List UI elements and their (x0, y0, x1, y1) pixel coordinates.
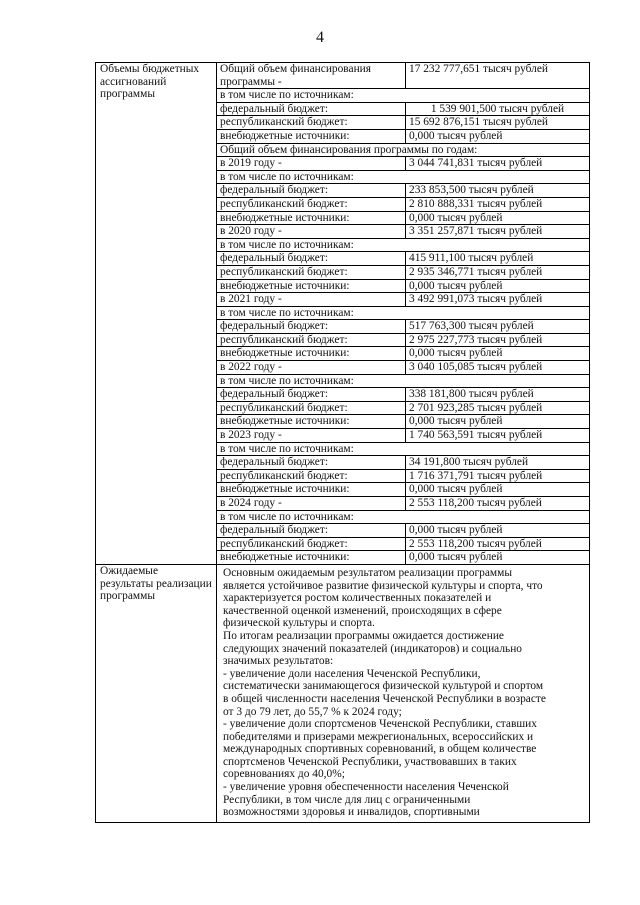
funding-row-value: 1 716 371,791 тысяч рублей (406, 469, 590, 483)
funding-row-key: в 2024 году - (217, 497, 406, 511)
results-line: физической культуры и спорта. (223, 617, 375, 630)
funding-subheader-row (217, 510, 589, 524)
funding-row (217, 197, 589, 211)
funding-row-key: республиканский бюджет: (217, 333, 406, 347)
funding-row-value: 2 975 227,773 тысяч рублей (406, 333, 590, 347)
funding-subheader-row (217, 143, 589, 157)
results-label: Ожидаемые результаты реализации программы (96, 564, 217, 822)
funding-row-value: 2 810 888,331 тысяч рублей (406, 197, 590, 211)
funding-row (217, 63, 589, 89)
funding-row (217, 116, 589, 130)
funding-row-key: в 2022 году - (217, 361, 406, 375)
results-line: соревнованиях до 40,0%; (223, 768, 345, 781)
funding-row (217, 211, 589, 225)
funding-row-value: 1 539 901,500 тысяч рублей (406, 102, 590, 116)
funding-rows-table (217, 63, 589, 564)
funding-row (217, 524, 589, 538)
results-line: победителями и призерами межрегиональных, всероссийских и (223, 730, 534, 743)
funding-row-key: республиканский бюджет: (217, 265, 406, 279)
results-line: - увеличение уровня обеспеченности населения Чеченской (223, 781, 509, 794)
funding-row (217, 293, 589, 307)
results-line: - увеличение доли населения Чеченской Республики, (223, 667, 481, 680)
results-line: возможностями здоровья и инвалидов, спортивными (223, 806, 480, 819)
funding-row (217, 225, 589, 239)
funding-row (217, 401, 589, 415)
funding-row-value: 233 853,500 тысяч рублей (406, 184, 590, 198)
results-line: По итогам реализации программы ожидается достижение (223, 629, 504, 642)
funding-row (217, 252, 589, 266)
page-number: 4 (316, 29, 324, 46)
funding-row-value: 3 044 741,831 тысяч рублей (406, 157, 590, 171)
funding-subheader-row (217, 170, 589, 184)
funding-row-value: 15 692 876,151 тысяч рублей (406, 116, 590, 130)
funding-row (217, 102, 589, 116)
funding-row (217, 129, 589, 143)
funding-subheader-text: Общий объем финансирования программы по годам: (217, 143, 589, 157)
funding-row-key: федеральный бюджет: (217, 524, 406, 538)
funding-row-value: 0,000 тысяч рублей (406, 129, 590, 143)
funding-subheader-row (217, 306, 589, 320)
results-line: характеризуется ростом количественных показателей и (223, 592, 492, 605)
funding-row-key: внебюджетные источники: (217, 129, 406, 143)
funding-row-value: 3 351 257,871 тысяч рублей (406, 225, 590, 239)
funding-row-key: федеральный бюджет: (217, 456, 406, 470)
funding-row-value: 17 232 777,651 тысяч рублей (406, 63, 590, 89)
funding-row-value: 34 191,800 тысяч рублей (406, 456, 590, 470)
funding-row-value: 517 763,300 тысяч рублей (406, 320, 590, 334)
funding-subheader-text: в том числе по источникам: (217, 306, 589, 320)
results-line: - увеличение доли спортсменов Чеченской Республики, ставших (223, 718, 537, 731)
funding-row (217, 469, 589, 483)
funding-row-key: в 2023 году - (217, 429, 406, 443)
funding-row-value: 338 181,800 тысяч рублей (406, 388, 590, 402)
results-line: Республики, в том числе для лиц с ограниченными (223, 793, 471, 806)
funding-row (217, 320, 589, 334)
funding-row-value: 415 911,100 тысяч рублей (406, 252, 590, 266)
results-section (96, 564, 590, 822)
funding-row-key: внебюджетные источники: (217, 483, 406, 497)
funding-row-value: 3 492 991,073 тысяч рублей (406, 293, 590, 307)
funding-row-value: 0,000 тысяч рублей (406, 483, 590, 497)
funding-row-value: 1 740 563,591 тысяч рублей (406, 429, 590, 443)
results-line: в общей численности населения Чеченской Республики в возрасте (223, 692, 546, 705)
passport-table (95, 62, 590, 823)
funding-row-key: внебюджетные источники: (217, 279, 406, 293)
funding-row (217, 157, 589, 171)
funding-row (217, 429, 589, 443)
funding-row-key: республиканский бюджет: (217, 469, 406, 483)
funding-row-value: 3 040 105,085 тысяч рублей (406, 361, 590, 375)
funding-label: Объемы бюджетных ассигнований программы (96, 63, 217, 565)
results-text (217, 564, 590, 822)
funding-row-key: в 2020 году - (217, 225, 406, 239)
funding-row-value: 0,000 тысяч рублей (406, 211, 590, 225)
funding-row-value: 2 935 346,771 тысяч рублей (406, 265, 590, 279)
funding-subheader-text: в том числе по источникам: (217, 170, 589, 184)
funding-section (96, 63, 590, 565)
funding-subheader-text: в том числе по источникам: (217, 510, 589, 524)
funding-row-key: федеральный бюджет: (217, 320, 406, 334)
funding-row-value: 2 553 118,200 тысяч рублей (406, 497, 590, 511)
funding-row (217, 361, 589, 375)
funding-row (217, 415, 589, 429)
funding-row-key: внебюджетные источники: (217, 415, 406, 429)
funding-row-key: Общий объем финансирования программы - (217, 63, 406, 89)
funding-row-key: в 2019 году - (217, 157, 406, 171)
funding-subheader-row (217, 374, 589, 388)
funding-row (217, 497, 589, 511)
funding-row-key: республиканский бюджет: (217, 401, 406, 415)
funding-row-key: внебюджетные источники: (217, 211, 406, 225)
funding-subheader-row (217, 89, 589, 103)
funding-row-key: федеральный бюджет: (217, 388, 406, 402)
funding-row (217, 347, 589, 361)
results-line: следующих значений показателей (индикаторов) и социально (223, 642, 522, 655)
funding-row-value: 0,000 тысяч рублей (406, 279, 590, 293)
funding-row (217, 537, 589, 551)
funding-subheader-text: в том числе по источникам: (217, 89, 589, 103)
funding-row-key: в 2021 году - (217, 293, 406, 307)
results-line: является устойчивое развитие физической культуры и спорта, что (223, 579, 543, 592)
funding-subheader-row (217, 442, 589, 456)
funding-row-value: 0,000 тысяч рублей (406, 347, 590, 361)
funding-row (217, 265, 589, 279)
funding-row-key: федеральный бюджет: (217, 252, 406, 266)
funding-row (217, 456, 589, 470)
funding-row-key: республиканский бюджет: (217, 197, 406, 211)
funding-subheader-text: в том числе по источникам: (217, 374, 589, 388)
funding-row-key: республиканский бюджет: (217, 116, 406, 130)
funding-subheader-text: в том числе по источникам: (217, 442, 589, 456)
results-line: спортсменов Чеченской Республики, участвовавших в таких (223, 755, 517, 768)
results-line: значимых результатов: (223, 655, 334, 668)
funding-row (217, 483, 589, 497)
funding-row-value: 0,000 тысяч рублей (406, 415, 590, 429)
funding-row (217, 279, 589, 293)
funding-subheader-row (217, 238, 589, 252)
funding-row-key: федеральный бюджет: (217, 102, 406, 116)
funding-row-key: внебюджетные источники: (217, 347, 406, 361)
funding-row-key: федеральный бюджет: (217, 184, 406, 198)
funding-row-value: 2 701 923,285 тысяч рублей (406, 401, 590, 415)
results-line: международных спортивных соревнований, в общем количестве (223, 743, 537, 756)
results-line: систематически занимающегося физической культурой и спортом (223, 680, 544, 693)
funding-row-key: внебюджетные источники: (217, 551, 406, 564)
results-line: качественной оценкой изменений, происходящих в сфере (223, 604, 502, 617)
funding-row (217, 184, 589, 198)
funding-row (217, 388, 589, 402)
funding-row (217, 333, 589, 347)
funding-details (217, 63, 590, 565)
funding-row-value: 0,000 тысяч рублей (406, 524, 590, 538)
results-line: Основным ожидаемым результатом реализации программы (223, 566, 512, 579)
results-line: от 3 до 79 лет, до 55,7 % к 2024 году; (223, 705, 402, 718)
funding-row-value: 2 553 118,200 тысяч рублей (406, 537, 590, 551)
funding-row-value: 0,000 тысяч рублей (409, 551, 503, 564)
funding-subheader-text: в том числе по источникам: (217, 238, 589, 252)
funding-row-key: республиканский бюджет: (217, 537, 406, 551)
funding-row (217, 551, 589, 564)
